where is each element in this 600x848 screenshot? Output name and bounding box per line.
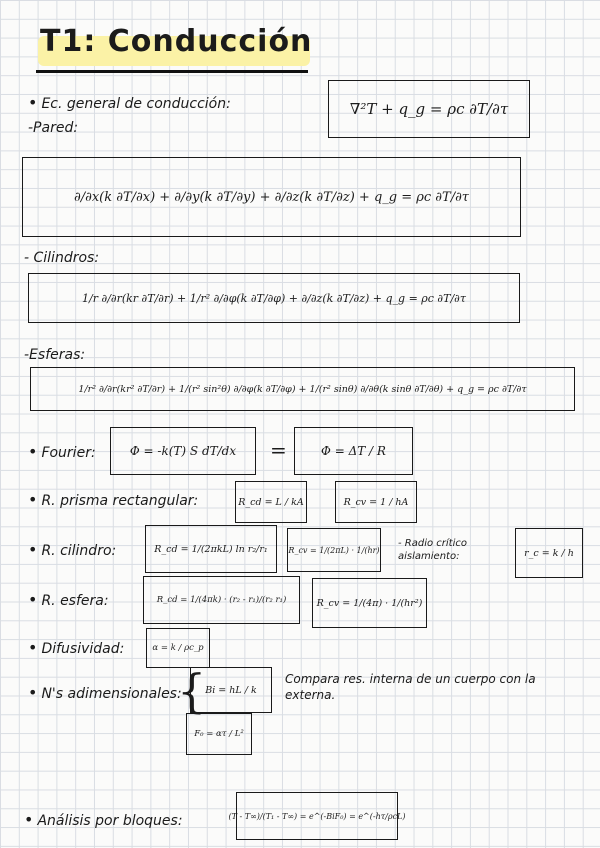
- radio-critico: r_c = k / h: [524, 547, 574, 559]
- title-underline: [36, 70, 308, 73]
- prisma-cv: R_cv = 1 / hA: [343, 496, 409, 508]
- esferas-equation: 1/r² ∂/∂r(kr² ∂T/∂r) + 1/(r² sin²θ) ∂/∂φ(k ∂T/∂φ) + 1/(r² sinθ) ∂/∂θ(k sinθ ∂T/∂θ) + q_g = ρc ∂T/∂τ: [78, 383, 527, 395]
- cilindro-cv-box: [287, 528, 381, 572]
- pared-label: -Pared:: [28, 120, 79, 136]
- general-label: • Ec. general de conducción:: [28, 93, 231, 112]
- biot: Bi = hL / k: [205, 684, 257, 696]
- fourier-resistance-box: [294, 427, 413, 475]
- cilindros-equation-box: [28, 273, 520, 323]
- esferas-label: -Esferas:: [24, 347, 86, 363]
- prisma-cv-box: [335, 481, 417, 523]
- difusividad-box: [146, 628, 210, 668]
- cilindro-cv: R_cv = 1/(2πL) · 1/(hr): [288, 545, 380, 555]
- prisma-label: • R. prisma rectangular:: [28, 490, 198, 509]
- fourier-resistance: Φ = ΔT / R: [321, 444, 386, 458]
- general-equation-box: [328, 80, 530, 138]
- esfera-cd: R_cd = 1/(4πk) · (r₂ - r₁)/(r₂ r₁): [156, 595, 287, 605]
- esferas-equation-box: [30, 367, 575, 411]
- brace: {: [177, 664, 207, 718]
- esfera-cv-box: [312, 578, 427, 628]
- pared-equation: ∂/∂x(k ∂T/∂x) + ∂/∂y(k ∂T/∂y) + ∂/∂z(k ∂T/∂z) + q_g = ρc ∂T/∂τ: [74, 189, 469, 205]
- difusividad-label: • Difusividad:: [28, 638, 124, 657]
- fourier-label: • Fourier:: [28, 442, 96, 461]
- page-title: T1: Conducción: [40, 24, 313, 59]
- radio-critico-box: [515, 528, 583, 578]
- cilindro-label: • R. cilindro:: [28, 540, 116, 559]
- bloques: (T - T∞)/(T₁ - T∞) = e^(-BiF₀) = e^(-hτ/ρcL): [228, 811, 406, 821]
- cilindro-cd: R_cd = 1/(2πkL) ln r₂/r₁: [154, 543, 268, 555]
- cilindro-cd-box: [145, 525, 277, 573]
- prisma-cd-box: [235, 481, 307, 523]
- esfera-cv: R_cv = 1/(4π) · 1/(hr²): [316, 597, 423, 609]
- biot-box: [190, 667, 272, 713]
- fourier-number: F₀ = ατ / L²: [194, 729, 244, 739]
- fourier-law-box: [110, 427, 256, 475]
- prisma-cd: R_cd = L / kA: [238, 496, 304, 508]
- cilindros-equation: 1/r ∂/∂r(kr ∂T/∂r) + 1/r² ∂/∂φ(k ∂T/∂φ) + ∂/∂z(k ∂T/∂z) + q_g = ρc ∂T/∂τ: [82, 291, 466, 305]
- esfera-cd-box: [143, 576, 300, 624]
- adimensionales-label: • N's adimensionales:: [28, 683, 182, 702]
- cilindros-label: - Cilindros:: [24, 250, 100, 266]
- compara-note: Compara res. interna de un cuerpo con la externa.: [285, 672, 536, 703]
- bloques-box: [228, 792, 406, 840]
- radio-critico-label: - Radio crítico aislamiento:: [398, 538, 467, 562]
- fourier-law: Φ = -k(T) S dT/dx: [129, 444, 237, 458]
- fourier-number-box: [186, 713, 252, 755]
- general-equation: ∇²T + q_g = ρc ∂T/∂τ: [349, 100, 509, 118]
- pared-equation-box: [22, 157, 521, 237]
- difusividad: α = k / ρc_p: [152, 643, 204, 653]
- fourier-equals: =: [270, 438, 287, 462]
- esfera-label: • R. esfera:: [28, 590, 109, 609]
- bloques-label: • Análisis por bloques:: [24, 810, 183, 829]
